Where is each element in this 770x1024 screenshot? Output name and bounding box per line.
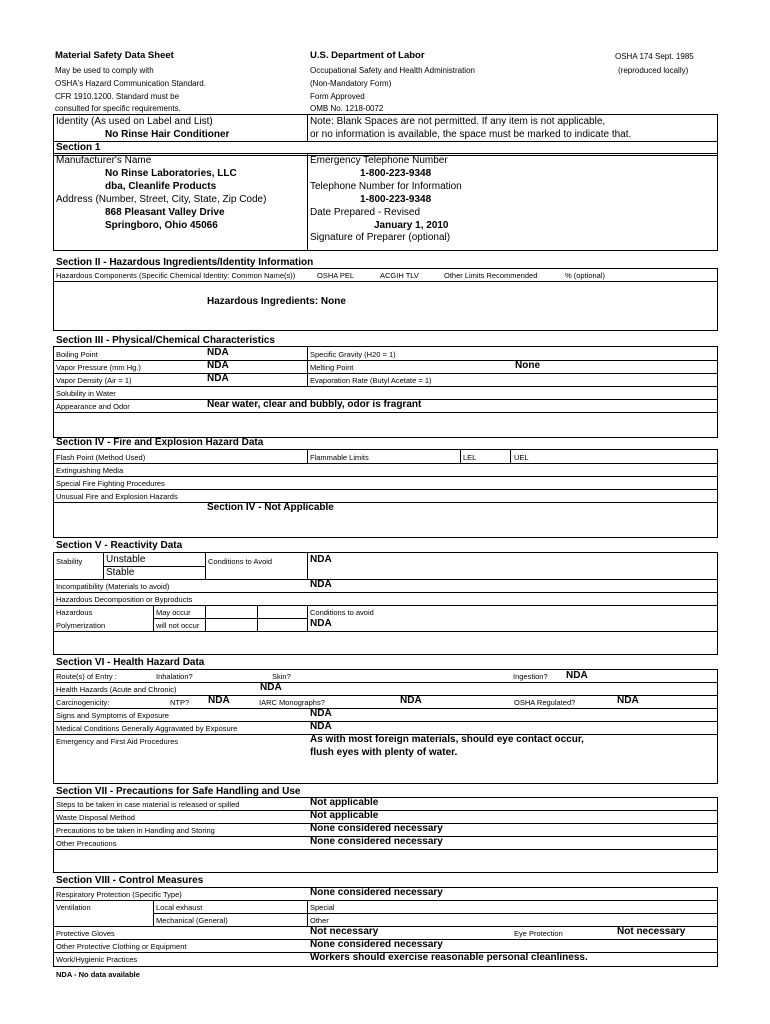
ntp-label: NTP? [170,698,190,707]
vapor-density-label: Vapor Density (Air = 1) [56,376,132,385]
header-left-line: consulted for specific requirements. [55,104,181,113]
spill-steps-value: Not applicable [310,797,379,808]
decomposition-label: Hazardous Decomposition or Byproducts [56,595,193,604]
other-precautions-value: None considered necessary [310,836,443,847]
manufacturer-dba: dba, Cleanlife Products [105,181,217,192]
info-phone-label: Telephone Number for Information [310,181,462,192]
address-line: Springboro, Ohio 45066 [105,220,218,231]
protective-clothing-label: Other Protective Clothing or Equipment [56,942,187,951]
routes-of-entry-label: Route(s) of Entry : [56,672,117,681]
spill-steps-label: Steps to be taken in case material is released or spilled [56,800,240,809]
identity-label: Identity (As used on Label and List) [56,116,213,127]
section-7-title: Section VII - Precautions for Safe Handling and Use [56,786,301,797]
solubility-label: Solubility in Water [56,389,116,398]
eye-protection-value: Not necessary [617,926,686,937]
waste-disposal-label: Waste Disposal Method [56,813,135,822]
form-reproduced-note: (reproduced locally) [618,66,689,75]
header-center-line: (Non-Mandatory Form) [310,79,392,88]
handling-storing-label: Precautions to be taken in Handling and Storing [56,826,215,835]
hazardous-label: Hazardous [56,608,93,617]
address-line: 868 Pleasant Valley Drive [105,207,225,218]
section-4-not-applicable: Section IV - Not Applicable [207,502,334,513]
manufacturer-name: No Rinse Laboratories, LLC [105,168,237,179]
eye-protection-label: Eye Protection [514,929,563,938]
boiling-point-value: NDA [207,347,229,358]
conditions-to-avoid-label: Conditions to Avoid [208,557,273,566]
header-center-line: OMB No. 1218-0072 [310,104,384,113]
column-header-osha-pel: OSHA PEL [317,271,355,280]
column-header-percent: % (optional) [565,271,606,280]
first-aid-value: As with most foreign materials, should eye contact occur, [310,734,584,745]
incompatibility-value: NDA [310,579,332,590]
protective-gloves-label: Protective Gloves [56,929,115,938]
blank-space-note: Note: Blank Spaces are not permitted. If any item is not applicable, [310,116,606,127]
lel-label: LEL [463,453,477,462]
ingestion-value: NDA [566,670,588,681]
melting-point-value: None [515,360,540,371]
section-4-title: Section IV - Fire and Explosion Hazard Data [56,437,264,448]
extinguishing-media-label: Extinguishing Media [56,466,124,475]
stability-label: Stability [56,557,83,566]
ingestion-label: Ingestion? [513,672,548,681]
header-left-line: CFR 1910.1200. Standard must be [55,92,180,101]
form-number: OSHA 174 Sept. 1985 [615,52,694,61]
flammable-limits-label: Flammable Limits [310,453,369,462]
osha-regulated-label: OSHA Regulated? [514,698,576,707]
polymerization-label: Polymerization [56,621,106,630]
protective-gloves-value: Not necessary [310,926,379,937]
section-1-title: Section 1 [56,142,101,153]
health-hazards-label: Health Hazards (Acute and Chronic) [56,685,177,694]
local-exhaust-label: Local exhaust [156,903,203,912]
conditions-to-avoid-value: NDA [310,554,332,565]
unusual-hazards-label: Unusual Fire and Explosion Hazards [56,492,178,501]
document-title: Material Safety Data Sheet [55,50,174,61]
column-header-components: Hazardous Components (Specific Chemical Identity: Common Name(s)) [56,271,296,280]
vapor-pressure-label: Vapor Pressure (mm Hg.) [56,363,141,372]
special-procedures-label: Special Fire Fighting Procedures [56,479,165,488]
vapor-pressure-value: NDA [207,360,229,371]
emergency-phone-label: Emergency Telephone Number [310,155,448,166]
first-aid-value: flush eyes with plenty of water. [310,747,458,758]
info-phone: 1-800-223-9348 [360,194,432,205]
flash-point-label: Flash Point (Method Used) [56,453,146,462]
poly-conditions-label: Conditions to avoid [310,608,374,617]
department-title: U.S. Department of Labor [310,50,425,61]
specific-gravity-label: Specific Gravity (H20 = 1) [310,350,396,359]
evaporation-rate-label: Evaporation Rate (Butyl Acetate = 1) [310,376,432,385]
skin-label: Skin? [272,672,291,681]
osha-regulated-value: NDA [617,695,639,706]
may-occur-option: May occur [156,608,191,617]
ntp-value: NDA [208,695,230,706]
section-8-title: Section VIII - Control Measures [56,875,204,886]
respiratory-label: Respiratory Protection (Specific Type) [56,890,182,899]
appearance-value: Near water, clear and bubbly, odor is fragrant [207,399,422,410]
medical-conditions-label: Medical Conditions Generally Aggravated by Exposure [56,724,238,733]
boiling-point-label: Boiling Point [56,350,98,359]
carcinogenicity-label: Carcinogenicity: [56,698,110,707]
hazardous-ingredients: Hazardous Ingredients: None [207,296,346,307]
column-header-other-limits: Other Limits Recommended [444,271,538,280]
section-5-title: Section V - Reactivity Data [56,540,183,551]
melting-point-label: Melting Point [310,363,354,372]
handling-storing-value: None considered necessary [310,823,443,834]
hygienic-practices-label: Work/Hygienic Practices [56,955,138,964]
column-header-acgih-tlv: ACGIH TLV [380,271,419,280]
medical-conditions-value: NDA [310,721,332,732]
signs-symptoms-value: NDA [310,708,332,719]
incompatibility-label: Incompatibility (Materials to avoid) [56,582,170,591]
header-left-line: May be used to comply with [55,66,154,75]
emergency-phone: 1-800-223-9348 [360,168,432,179]
respiratory-value: None considered necessary [310,887,443,898]
uel-label: UEL [514,453,529,462]
header-center-line: Occupational Safety and Health Administration [310,66,475,75]
header-center-line: Form Approved [310,92,365,101]
blank-space-note: or no information is available, the space must be marked to indicate that. [310,129,632,140]
address-label: Address (Number, Street, City, State, Zip Code) [56,194,267,205]
protective-clothing-value: None considered necessary [310,939,443,950]
stable-option: Stable [106,567,135,578]
section-3-title: Section III - Physical/Chemical Characteristics [56,335,275,346]
special-ventilation-label: Special [310,903,335,912]
header-left-line: OSHA's Hazard Communication Standard. [55,79,206,88]
section-2-title: Section II - Hazardous Ingredients/Identity Information [56,257,314,268]
iarc-value: NDA [400,695,422,706]
other-ventilation-label: Other [310,916,329,925]
nda-footnote: NDA - No data available [56,970,140,979]
waste-disposal-value: Not applicable [310,810,379,821]
date-prepared-label: Date Prepared - Revised [310,207,421,218]
other-precautions-label: Other Precautions [56,839,117,848]
signature-label: Signature of Preparer (optional) [310,232,451,243]
first-aid-label: Emergency and First Aid Procedures [56,737,179,746]
inhalation-label: Inhalation? [156,672,193,681]
poly-conditions-value: NDA [310,618,332,629]
appearance-label: Appearance and Odor [56,402,130,411]
ventilation-label: Ventilation [56,903,91,912]
product-name: No Rinse Hair Conditioner [105,129,230,140]
section-6-title: Section VI - Health Hazard Data [56,657,205,668]
manufacturer-label: Manufacturer's Name [56,155,152,166]
signs-symptoms-label: Signs and Symptoms of Exposure [56,711,169,720]
will-not-occur-option: will not occur [156,621,200,630]
vapor-density-value: NDA [207,373,229,384]
health-hazards-value: NDA [260,682,282,693]
iarc-label: IARC Monographs? [259,698,325,707]
unstable-option: Unstable [106,554,146,565]
date-prepared: January 1, 2010 [374,220,449,231]
mechanical-label: Mechanical (General) [156,916,228,925]
hygienic-practices-value: Workers should exercise reasonable personal cleanliness. [310,952,588,963]
